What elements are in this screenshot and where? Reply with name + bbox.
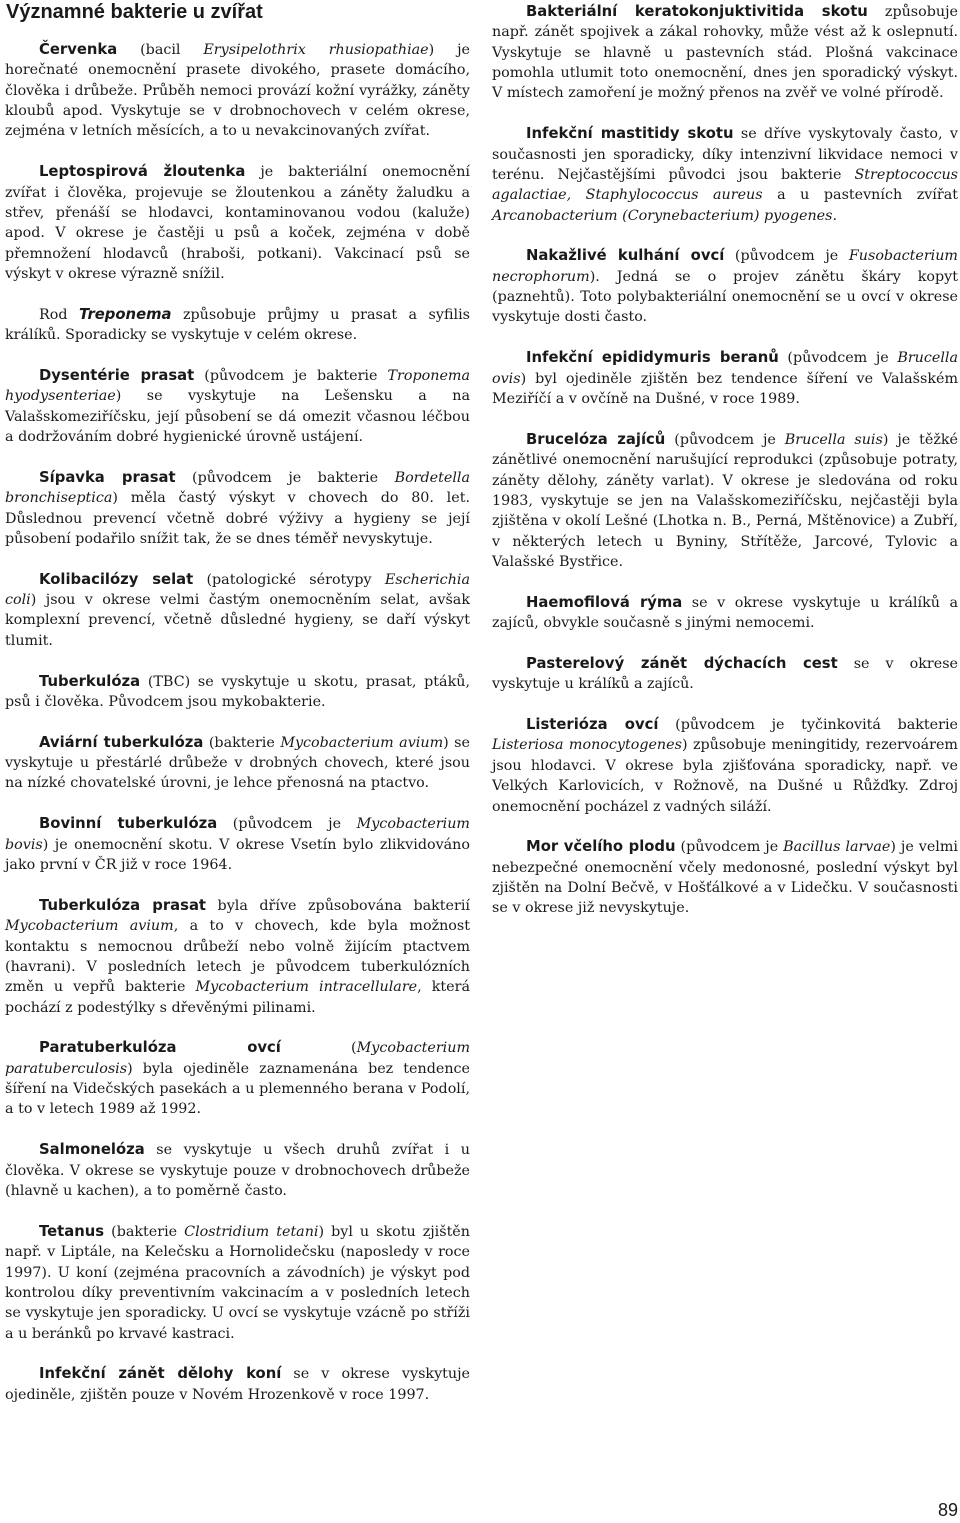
paragraph-text: , a to v chovech, kde byla možnost kontaktu s nemocnou drůbeží nebo volně žijícím ptactvem (havrani). V posledních letech je původcem tuberkulózních změn u vepřů bakterie	[5, 918, 470, 996]
paragraph-text: (původcem je	[675, 839, 784, 856]
paragraph-title: Paratuberkulóza ovcí	[39, 1039, 281, 1057]
paragraph-text: .	[832, 207, 837, 224]
paragraph-text: ) měla častý výskyt v chovech do 80. let. Důslednou prevencí včetně dobré výživy a hygieny se její působení podařilo snížit tak, že se dnes téměř nevyskytuje.	[5, 490, 470, 547]
paragraph-title: Sípavka prasat	[39, 468, 176, 486]
paragraph	[492, 715, 958, 817]
paragraph	[492, 348, 958, 409]
species-name: Clostridium tetani	[184, 1223, 319, 1240]
paragraph-text: ) způsobuje meningitidy, rezervoárem jsou hlodavci. V okrese byla zjišťována sporadicky, např. ve Velkých Karlovicích, v Rožnově, na Dušné u Růžďky. Zdroj onemocnění pocházel z vadných siláží.	[492, 737, 958, 815]
paragraph-title: Salmonelóza	[39, 1141, 145, 1159]
paragraph-text: se dříve vyskytovaly často, v současnosti jen sporadicky, díky intenzivní likvidace nemoci v terénu. Nejčastějšími původci jsou bakterie	[492, 126, 958, 183]
paragraph-title: Kolibacilózy selat	[39, 570, 194, 588]
species-name: Troponema hyodysenteriae	[5, 367, 470, 405]
paragraph-text: (bakterie	[203, 734, 281, 751]
paragraph-title: Dysentérie prasat	[39, 366, 195, 384]
species-name: Mycobacterium intracellulare	[195, 979, 418, 996]
paragraph-text: je bakteriální onemocnění zvířat i člověka, projevuje se žloutenkou a záněty žaludku a střev, přenáší se hlodavci, kontaminovanou vodou (kaluže) apod. V okrese je častěji u psů a koček, zejména v době přemnožení hlodavců (hraboši, potkani). Vakcinací psů se výskyt v okrese výrazně snížil.	[5, 164, 470, 282]
paragraph	[5, 733, 470, 794]
paragraph-text: ) je horečnaté onemocnění prasete divokého, prasete domácího, člověka i drůbeže. Průběh nemoci provází kožní vyrážky, záněty kloubů apod. Vyskytuje se v drobnochovech v celém okrese, zejména v letních měsících, a to u nevakcinovaných zvířat.	[5, 42, 470, 140]
paragraph-text: ) jsou v okrese velmi častým onemocněním selat, avšak komplexní prevencí, včetně důsledné hygieny, se daří výskyt tlumit.	[5, 592, 470, 649]
paragraph-text: ) byl ojediněle zjištěn bez tendence šíření ve Valašském Meziříčí a v ovčíně na Dušné, v roce 1989.	[492, 370, 958, 407]
genus-name: Treponema	[79, 305, 172, 323]
paragraph-text: ) je velmi nebezpečné onemocnění včely medonosné, poslední výskyt byl zjištěn na Dolní Bečvě, v Hošťálkové a v Lidečku. V současnosti se v okrese již nevyskytuje.	[492, 839, 958, 917]
paragraph-title: Infekční zánět dělohy koní	[39, 1365, 282, 1383]
paragraph-text: ) se vyskytuje na Lešensku a na Valašskomeziříčsku, její působení se dá omezit včasnou léčbou a dodržováním dobré hygienické úrovně ustájení.	[5, 388, 470, 445]
paragraph-text: (původcem je	[217, 816, 357, 833]
paragraph	[5, 896, 470, 1018]
paragraph-text: se v okrese vyskytuje ojediněle, zjištěn pouze v Novém Hrozenkově v roce 1997.	[5, 1366, 471, 1403]
paragraph	[5, 672, 470, 713]
species-name: Fusobacterium necrophorum	[492, 248, 958, 285]
paragraph-title: Pasterelový zánět dýchacích cest	[526, 654, 838, 672]
paragraph	[5, 570, 470, 651]
paragraph-text: ). Jedná se o projev zánětu škáry kopyt (paznehtů). Toto polybakteriální onemocnění se u ovcí v okrese vyskytuje dosti často.	[492, 268, 958, 326]
paragraph	[492, 654, 958, 695]
paragraph-text: (původcem je bakterie	[175, 469, 395, 486]
paragraph	[5, 162, 470, 284]
paragraph	[5, 305, 470, 346]
species-name: Bacillus larvae	[783, 839, 891, 856]
paragraph-text: způsobuje průjmy u prasat a syfilis králíků. Sporadicky se vyskytuje v celém okrese.	[5, 306, 470, 344]
paragraph	[5, 1038, 470, 1119]
paragraph-text: , která pochází z podestýlky s dřevěnými pilinami.	[5, 979, 470, 1016]
paragraph-text: byla dříve způsobována bakterií	[206, 897, 470, 914]
species-name: Erysipelothrix rhusiopathiae	[203, 42, 429, 58]
paragraph-text: (TBC) se vyskytuje u skotu, prasat, ptáků, psů i člověka. Původcem jsou mykobakterie.	[5, 673, 470, 710]
paragraph-text: a u pastevních zvířat	[762, 187, 958, 204]
paragraph-title: Bovinní tuberkulóza	[39, 815, 218, 833]
paragraph-text: (původcem je bakterie	[194, 367, 388, 384]
species-name: Streptococcus agalactiae, Staphylococcus aureus	[492, 166, 958, 204]
species-name: Arcanobacterium (Corynebacterium) pyogenes	[492, 207, 833, 224]
paragraph	[5, 468, 470, 549]
paragraph-text: Rod	[39, 306, 79, 323]
paragraph-title: Haemofilová rýma	[526, 593, 683, 611]
paragraph-text: se v okrese vyskytuje u králíků a zajíců, obvykle současně s jinými nemocemi.	[492, 594, 958, 632]
paragraph	[492, 124, 958, 226]
species-name: Listeriosa monocytogenes	[492, 737, 682, 754]
paragraph-text: (původcem je	[724, 248, 849, 265]
paragraph-title: Červenka	[39, 41, 118, 58]
species-name: Mycobacterium avium	[280, 734, 444, 751]
paragraph	[492, 593, 958, 634]
paragraph	[492, 246, 958, 327]
species-name: Mycobacterium paratuberculosis	[5, 1040, 471, 1077]
species-name: Brucella ovis	[492, 350, 958, 387]
paragraph-text: způsobuje např. zánět spojivek a zákal rohovky, může vést až k oslepnutí. Vyskytuje se hlavně u pastevních stád. Plošná vakcinace pomohla utlumit toto onemocnění, dnes jen sporadický výskyt. V místech zamoření je možný přenos na zvěř ve volné přírodě.	[492, 4, 958, 102]
species-name: Escherichia coli	[5, 571, 470, 609]
species-name: Mycobacterium bovis	[5, 816, 470, 853]
species-name: Mycobacterium avium	[5, 918, 174, 935]
paragraph	[492, 837, 958, 918]
paragraph-title: Tuberkulóza prasat	[39, 896, 207, 914]
paragraph	[5, 1364, 470, 1405]
paragraph-text: (bakterie	[104, 1223, 185, 1240]
paragraph-text: ) se vyskytuje u přestárlé drůbeže v drobných chovech, které jsou na nízké chovatelské úrovni, je lehce přenosná na ptactvo.	[5, 734, 470, 792]
page-number: 89	[937, 1500, 958, 1520]
right-column	[492, 2, 958, 939]
paragraph-text: ) je onemocnění skotu. V okrese Vsetín bylo zlikvidováno jako první v ČR již v roce 1964.	[5, 836, 470, 873]
paragraph-text: ) je těžké zánětlivé onemocnění narušující reprodukci (způsobuje potraty, záněty dělohy, záněty varlat). V okrese je sledována od roku 1983, vyskytuje se jen na Valašskomeziříčsku, nejčastěji byla zjištěna v okolí Lešné (Lhotka n. B., Perná, Mštěnovice) a Zubří, v některých letech u Byniny, Střítěže, Jarcové, Tylovic a Valašské Bystřice.	[492, 431, 959, 570]
paragraph-title: Tuberkulóza	[39, 672, 141, 690]
paragraph-text: se v okrese vyskytuje u králíků a zajíců.	[492, 655, 958, 693]
species-name: Bordetella bronchiseptica	[5, 469, 470, 507]
paragraph-text: (	[280, 1040, 357, 1057]
page-heading: Významné bakterie u zvířat	[6, 1, 263, 23]
paragraph	[5, 1140, 470, 1201]
paragraph-title: Bakteriální keratokonjuktivitida skotu	[526, 3, 868, 20]
paragraph-text: ) byla ojediněle zaznamenána bez tendence šíření na Videčských pasekách a u plemenného berana v Podolí, a to v letech 1989 až 1992.	[5, 1060, 470, 1118]
paragraph	[492, 430, 958, 572]
paragraph-title: Infekční mastitidy skotu	[526, 125, 734, 143]
paragraph-text: (původcem je	[665, 431, 785, 448]
paragraph-text: (bacil	[117, 42, 204, 58]
paragraph-text: (původcem je	[778, 350, 898, 367]
paragraph	[5, 1222, 470, 1344]
paragraph-title: Nakažlivé kulhání ovcí	[526, 247, 725, 265]
paragraph-title: Mor včelího plodu	[526, 838, 676, 856]
paragraph-title: Leptospirová žloutenka	[39, 163, 246, 181]
paragraph	[5, 40, 470, 142]
paragraph	[5, 366, 470, 447]
paragraph-title: Aviární tuberkulóza	[39, 733, 204, 751]
paragraph-text: (původcem je tyčinkovitá bakterie	[658, 717, 958, 734]
paragraph-text: (patologické sérotypy	[193, 571, 385, 588]
paragraph-title: Infekční epididymuris beranů	[526, 349, 779, 367]
paragraph-title: Tetanus	[39, 1222, 105, 1240]
paragraph-text: ) byl u skotu zjištěn např. v Liptále, na Kelečsku a Hornolidečsku (naposledy v roce 1997). U koní (zejména pracovních a závodních) je výskyt pod kontrolou díky preventivním vakcinacím a v posledních letech se vyskytuje jen sporadicky. U ovcí se vyskytuje vzácně po stříži a u beránků po krvavé kastraci.	[5, 1223, 470, 1342]
paragraph	[5, 814, 470, 875]
paragraph-title: Brucelóza zajíců	[526, 430, 666, 448]
paragraph-text: se vyskytuje u všech druhů zvířat i u člověka. V okrese se vyskytuje pouze v drobnochovech drůbeže (hlavně u kachen), a to poměrně často.	[5, 1142, 470, 1199]
paragraph-title: Listerióza ovcí	[526, 716, 659, 734]
left-column	[5, 40, 470, 1426]
paragraph	[492, 2, 958, 104]
species-name: Brucella suis	[784, 431, 883, 448]
